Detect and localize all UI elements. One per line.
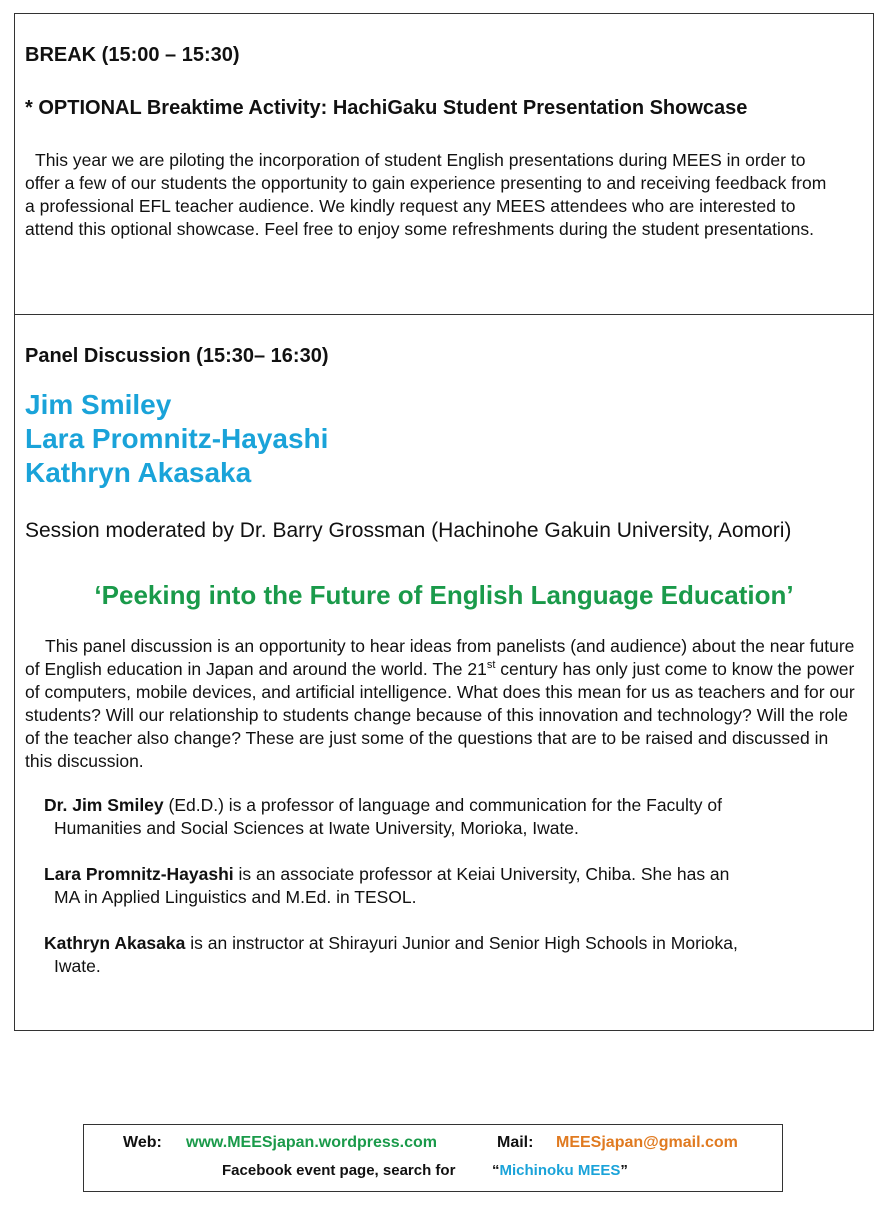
optional-activity-heading: * OPTIONAL Breaktime Activity: HachiGaku Student Presentation Showcase xyxy=(25,97,748,119)
speaker-list xyxy=(25,388,328,490)
panel-description: This panel discussion is an opportunity to hear ideas from panelists (and audience) about the near future of English education in Japan and around the world. The 21st century has only just come to know the power of computers, mobile devices, and artificial intelligence. What does this mean for us as teachers and for our students? Will our relationship to students change because of this innovation and technology? Will the role of the teacher also change? These are just some of the questions that are to be raised and discussed in this discussion. xyxy=(25,636,855,771)
panel-title: ‘Peeking into the Future of English Language Education’ xyxy=(94,580,794,610)
web-link[interactable]: www.MEESjapan.wordpress.com xyxy=(186,1134,438,1151)
break-section xyxy=(14,13,874,315)
moderator-line: Session moderated by Dr. Barry Grossman (Hachinohe Gakuin University, Aomori) xyxy=(25,519,792,542)
web-label: Web: xyxy=(123,1134,162,1151)
panel-section xyxy=(14,314,874,1031)
facebook-text: Facebook event page, search for xyxy=(222,1162,456,1179)
break-description: This year we are piloting the incorporation of student English presentations during MEES in order to offer a few of our students the opportunity to gain experience presenting to and receiving feedback from a professional EFL teacher audience. We kindly request any MEES attendees who are interested to attend this optional showcase. Feel free to enjoy some refreshments during the student presentations. xyxy=(25,150,827,239)
bio-name: Lara Promnitz-Hayashi xyxy=(44,864,234,884)
mail-link[interactable]: MEESjapan@gmail.com xyxy=(556,1134,738,1151)
speaker-name: Jim Smiley xyxy=(25,389,172,420)
break-heading: BREAK (15:00 – 15:30) xyxy=(25,44,240,66)
contact-footer xyxy=(83,1124,783,1192)
mail-label: Mail: xyxy=(497,1134,534,1151)
bio-jim-smiley: Dr. Jim Smiley (Ed.D.) is a professor of language and communication for the Faculty of Humanities and Social Sciences at Iwate University, Morioka, Iwate. xyxy=(44,795,722,838)
bio-name: Kathryn Akasaka xyxy=(44,933,186,953)
speaker-name: Kathryn Akasaka xyxy=(25,457,252,488)
panel-heading: Panel Discussion (15:30– 16:30) xyxy=(25,345,329,367)
bio-lara-promnitz-hayashi: Lara Promnitz-Hayashi is an associate professor at Keiai University, Chiba. She has an MA in Applied Linguistics and M.Ed. in TESOL. xyxy=(44,864,730,907)
speaker-name: Lara Promnitz-Hayashi xyxy=(25,423,329,454)
facebook-search-term: “Michinoku MEES” xyxy=(492,1162,628,1179)
bio-name: Dr. Jim Smiley xyxy=(44,795,164,815)
bio-kathryn-akasaka: Kathryn Akasaka is an instructor at Shirayuri Junior and Senior High Schools in Morioka, Iwate. xyxy=(44,933,738,976)
